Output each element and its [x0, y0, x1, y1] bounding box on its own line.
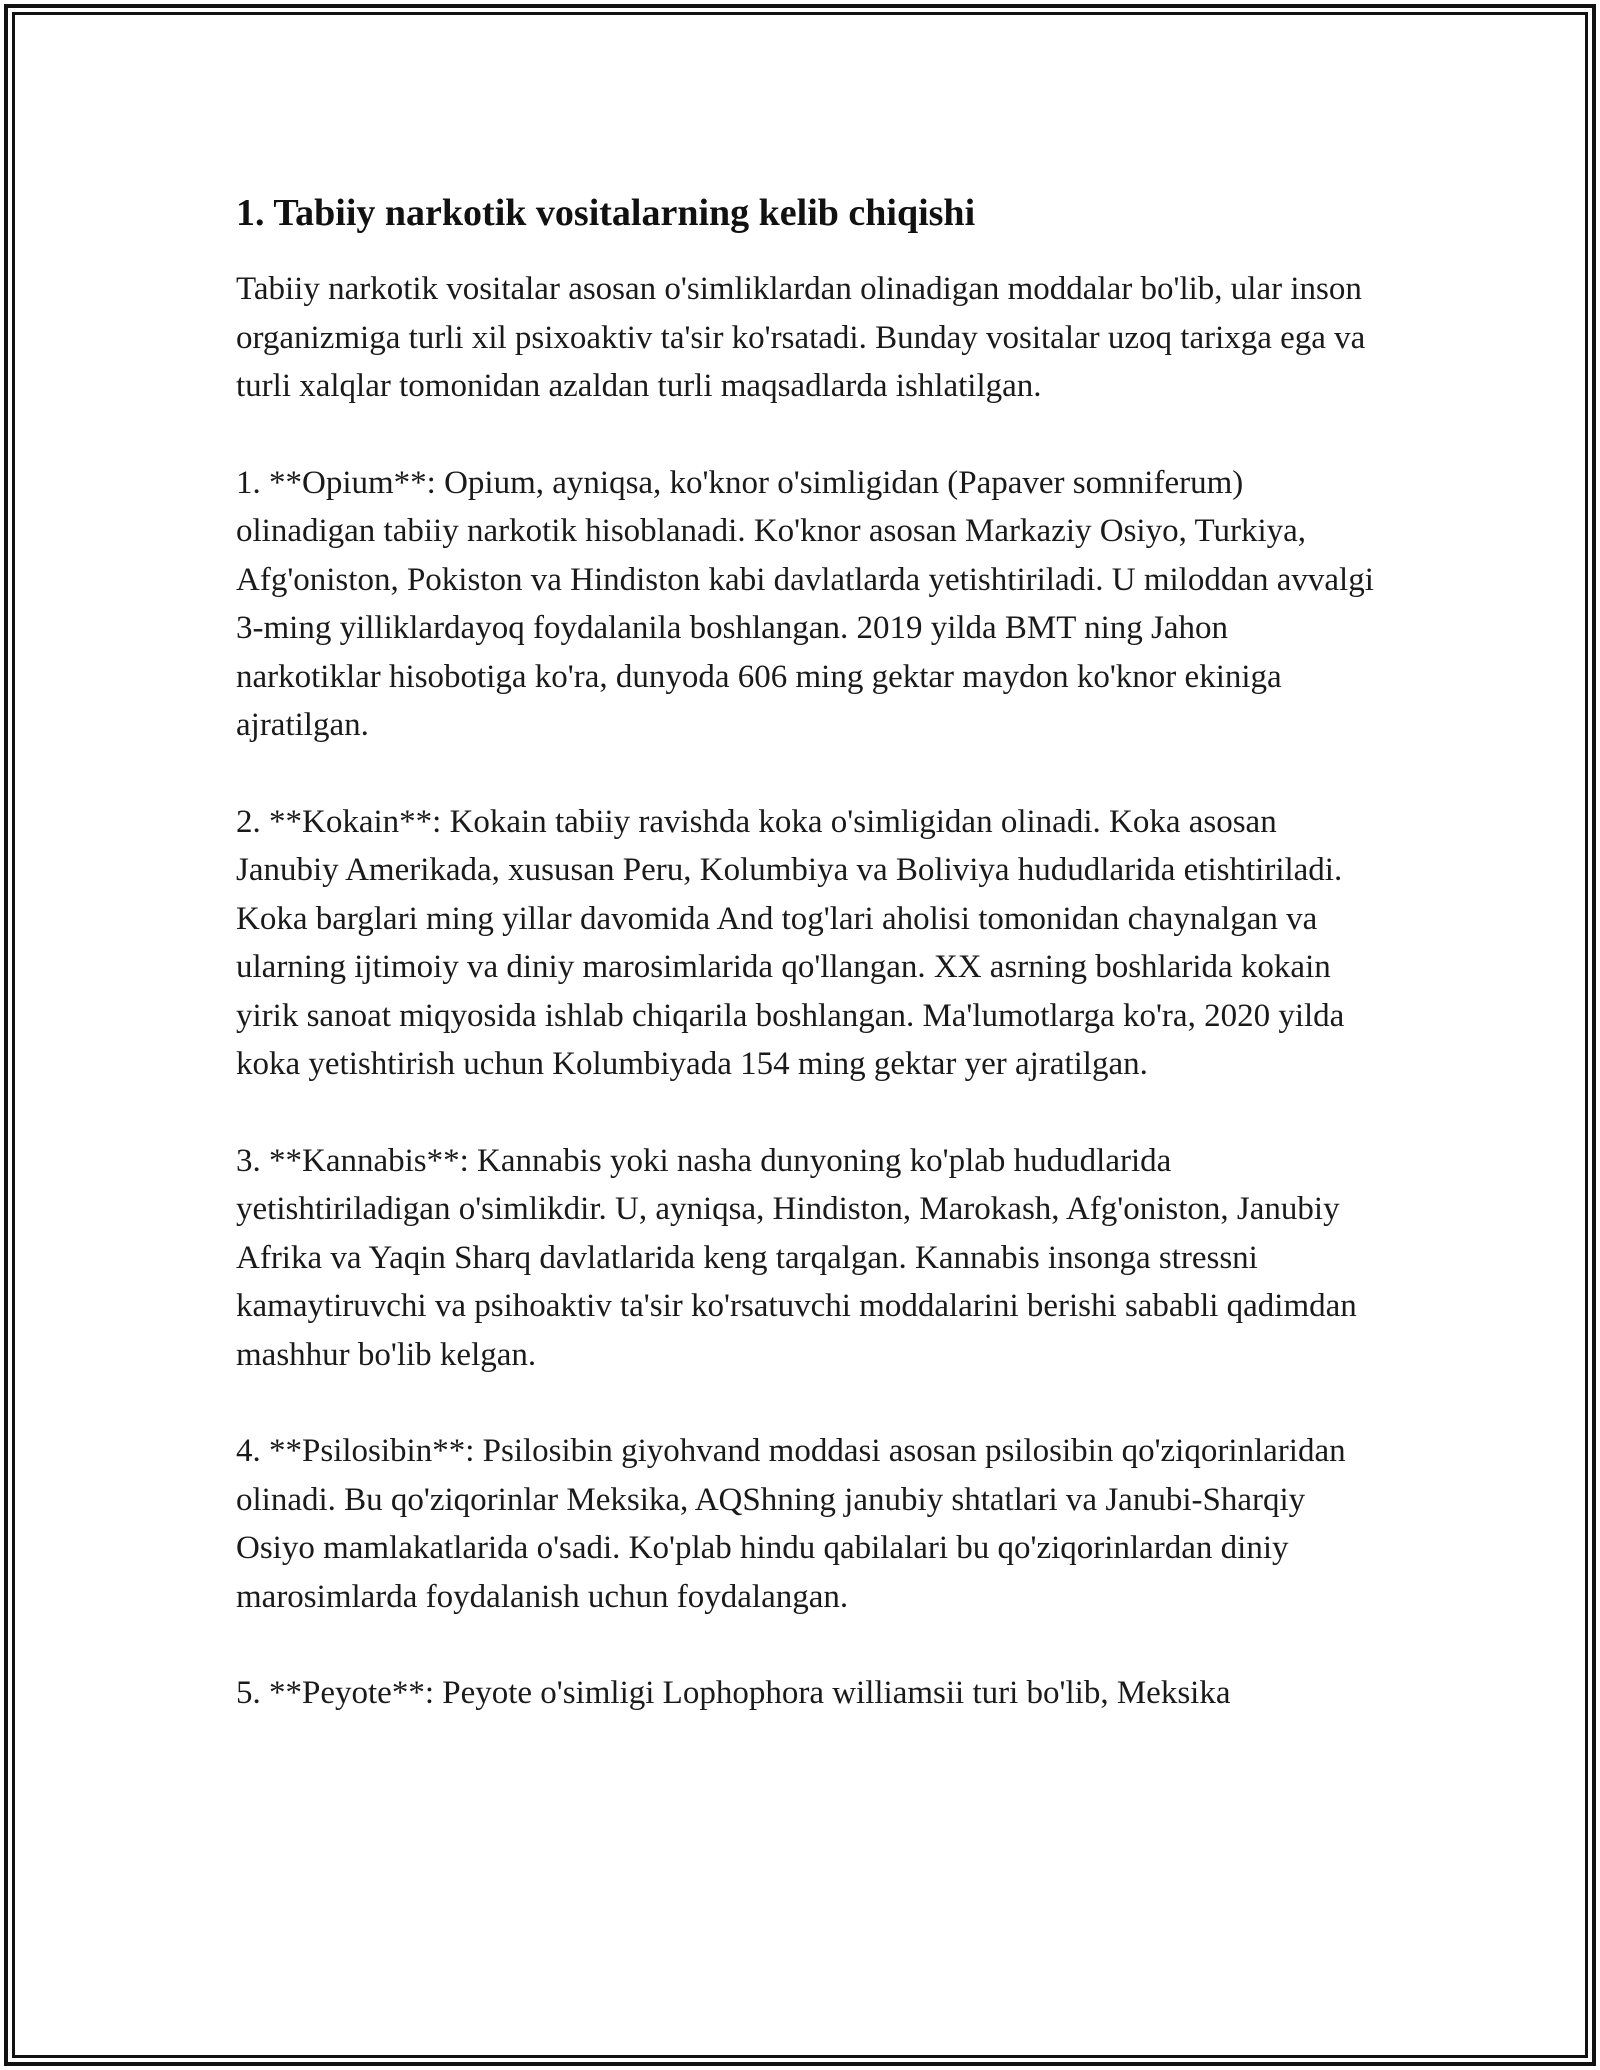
paragraph-psilosibin: 4. **Psilosibin**: Psilosibin giyohvand moddasi asosan psilosibin qo'ziqorinlaridan olinadi. Bu qo'ziqorinlar Meksika, AQShning janubiy shtatlari va Janubi-Sharqiy Osiyo mamlakatlarida o'sadi. Ko'plab hindu qabilalari bu qo'ziqorinlardan diniy marosimlarda foydalanish uchun foydalangan. [236, 1433, 1346, 1615]
document-title: 1. Tabiiy narkotik vositalarning kelib chiqishi [236, 192, 976, 234]
paragraph-kokain: 2. **Kokain**: Kokain tabiiy ravishda koka o'simligidan olinadi. Koka asosan Janubiy Amerikada, xususan Peru, Kolumbiya va Boliviya hududlarida etishtiriladi. Koka barglari ming yillar davomida And tog'lari aholisi tomonidan chaynalgan va ularning ijtimoiy va diniy marosimlarida qo'llangan. XX asrning boshlarida kokain yirik sanoat miqyosida ishlab chiqarila boshlangan. Ma'lumotlarga ko'ra, 2020 yilda koka yetishtirish uchun Kolumbiyada 154 ming gektar yer ajratilgan. [236, 803, 1345, 1082]
paragraph-peyote: 5. **Peyote**: Peyote o'simligi Lophophora williamsii turi bo'lib, Meksika [236, 1675, 1231, 1711]
intro-paragraph: Tabiiy narkotik vositalar asosan o'simliklardan olinadigan moddalar bo'lib, ular inson organizmiga turli xil psixoaktiv ta'sir ko'rsatadi. Bunday vositalar uzoq tarixga ega va turli xalqlar tomonidan azaldan turli maqsadlarda ishlatilgan. [236, 271, 1366, 404]
paragraph-kannabis: 3. **Kannabis**: Kannabis yoki nasha dunyoning ko'plab hududlarida yetishtiriladigan o'simlikdir. U, ayniqsa, Hindiston, Marokash, Afg'oniston, Janubiy Afrika va Yaqin Sharq davlatlarida keng tarqalgan. Kannabis insonga stressni kamaytiruvchi va psihoaktiv ta'sir ko'rsatuvchi moddalarini berishi sababli qadimdan mashhur bo'lib kelgan. [236, 1142, 1357, 1373]
paragraph-opium: 1. **Opium**: Opium, ayniqsa, ko'knor o'simligidan (Papaver somniferum) olinadigan tabiiy narkotik hisoblanadi. Ko'knor asosan Markaziy Osiyo, Turkiya, Afg'oniston, Pokiston va Hindiston kabi davlatlarda yetishtiriladi. U miloddan avvalgi 3-ming yilliklardayoq foydalanila boshlangan. 2019 yilda BMT ning Jahon narkotiklar hisobotiga ko'ra, dunyoda 606 ming gektar maydon ko'knor ekiniga ajratilgan. [236, 464, 1374, 743]
document-body [236, 188, 1376, 1718]
